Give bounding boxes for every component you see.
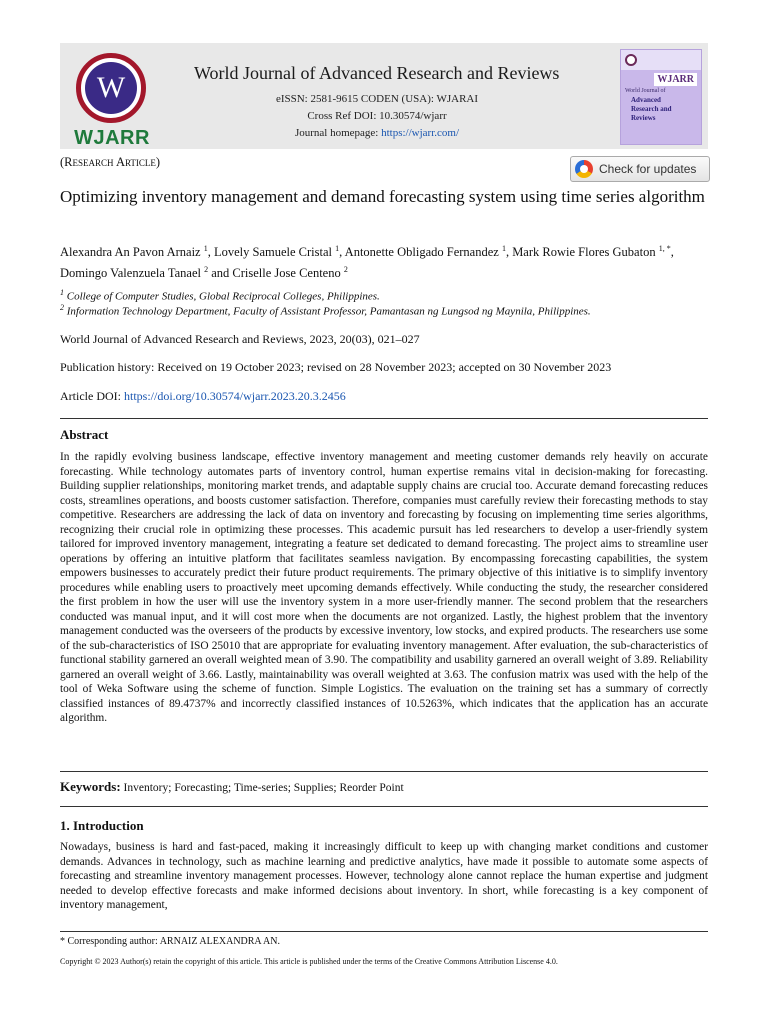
- copyright-notice: Copyright © 2023 Author(s) retain the copyright of this article. This article is published under the terms of the Creative Commons Attribution Liscense 4.0.: [60, 957, 558, 966]
- author-affiliation-mark: 2: [343, 265, 348, 275]
- affiliation-text: Information Technology Department, Faculty of Assistant Professor, Pamantasan ng Lungsod ng Maynila, Philippines.: [64, 305, 591, 318]
- abstract-text: In the rapidly evolving business landscape, effective inventory management and meeting customer demands rely heavily on accurate forecasting. While technology automates parts of inventory control, human expertise remains vital in decision-making for forecasting. Building supplier relationships, monitoring market trends, and adaptable supply chains are crucial too. Accurate demand forecasting reduces costs, streamlines operations, and boosts customer satisfaction. Therefore, companies must carefully review their forecasting methods to stay competitive. Researchers are addressing the lack of data on inventory and forecasting by focusing on implementing time series algorithms, recognizing their crucial role in optimizing these processes. This academic pursuit has led researchers to develop a user-friendly system tailored for improved inventory management, integrating a feature set dedicated to demand forecasting. The project aims to streamline user operations by offering an intuitive platform that facilitates seamless navigation. By encompassing forecasting capabilities, the system empowers businesses to accurately predict their future product requirements. The primary objective of this initiative is to simplify inventory procedures while enabling users to proactively meet upcoming demands effectively. While conducting the study, the researcher considered the first problem in how the user will use the inventory system in a more user-friendly manner. The second problem that the researchers conducted was manual input, and it will cost more when the documents are not organized. Lastly, the highest problem that the inventory management conducted was the overseers of the products by excessive inventory, low stocks, and expired products. The researchers use some of the sub-characteristics of ISO 25010 that are appropriate for evaluating inventory management. After evaluation, the sub-characteristics of functional stability garnered an overall weighted mean of 3.90. The compatibility and usability garnered an overall weight of 3.89. Reliability garnered an overall weight of 3.66. Lastly, maintainability was overall weighted at 3.63. The confusion matrix was used with the help of the tool of Weka Software using the scheme of function. Simple Logistics. The evaluation on the training set has a summary of correctly classified instances of 89.4737% and incorrectly classified instances of 10.5263%, which indicates that the application has an accurate algorithm.: [60, 451, 708, 724]
- logo-text: WJARR: [74, 127, 150, 149]
- cover-brand: WJARR: [654, 73, 697, 86]
- affiliation-mark: 2: [60, 303, 64, 312]
- abstract-heading: Abstract: [60, 427, 109, 442]
- author-list: [60, 240, 720, 282]
- citation-line: World Journal of Advanced Research and Reviews, 2023, 20(03), 021–027: [60, 332, 420, 346]
- cover-name-line: Advanced: [631, 96, 661, 104]
- author-affiliation-mark: 1: [203, 244, 208, 253]
- affiliation-2: [60, 303, 720, 318]
- author-affiliation-mark: 2: [204, 265, 209, 275]
- article-doi: [60, 389, 720, 404]
- homepage-label: Journal homepage:: [294, 127, 382, 139]
- cover-logo-icon: [625, 54, 637, 66]
- divider: [60, 771, 708, 772]
- keywords-label: Keywords:: [60, 779, 121, 794]
- introduction-heading: 1. Introduction: [60, 818, 144, 833]
- journal-title: World Journal of Advanced Research and Reviews: [194, 63, 560, 83]
- introduction-text: Nowadays, business is hard and fast-paced, making it increasingly difficult to keep up with changing market conditions and customer demands. Advances in technology, such as machine learning and predictive analytics, have made it possible to automate some aspects of forecasting and streamline inventory management processes. However, technology alone cannot replace the human expertise and judgment needed to develop effective forecasts and make informed decisions about inventory. In short, while forecasting is a key component of inventory management,: [60, 841, 708, 911]
- affiliation-text: College of Computer Studies, Global Reciprocal Colleges, Philippines.: [64, 290, 380, 303]
- author-affiliation-mark: 1: [501, 244, 506, 253]
- crossref-doi-line: Cross Ref DOI: 10.30574/wjarr: [307, 110, 447, 122]
- check-for-updates-label: Check for updates: [599, 162, 697, 176]
- affiliation-1: [60, 288, 720, 303]
- author-name: , Domingo Valenzuela Tanael: [60, 245, 674, 281]
- article-type: (Research Article): [60, 155, 161, 169]
- cover-name-line: Reviews: [631, 114, 656, 122]
- author-name: , Mark Rowie Flores Gubaton: [505, 245, 656, 260]
- homepage-line: [60, 127, 708, 139]
- corresponding-author-footnote: * Corresponding author: ARNAIZ ALEXANDRA AN.: [60, 936, 280, 947]
- issn-line: eISSN: 2581-9615 CODEN (USA): WJARAI: [275, 93, 479, 105]
- author-affiliation-mark: 1: [335, 244, 340, 253]
- journal-header: [60, 43, 708, 149]
- divider: [60, 418, 708, 419]
- footnote-divider: [60, 931, 708, 932]
- author-name: , Antonette Obligado Fernandez: [339, 245, 499, 260]
- journal-cover-thumbnail: [620, 49, 702, 145]
- cover-subtitle: World Journal of: [625, 88, 666, 94]
- cover-top-band: [621, 50, 701, 70]
- author-name: Alexandra An Pavon Arnaiz: [60, 245, 201, 260]
- divider: [60, 806, 708, 807]
- logo-letter: W: [85, 62, 137, 114]
- author-affiliation-mark: 1, *: [658, 244, 671, 253]
- affiliation-mark: 1: [60, 288, 64, 297]
- paper-title: Optimizing inventory management and demand forecasting system using time series algorithm: [60, 187, 705, 206]
- doi-label: Article DOI:: [60, 389, 124, 403]
- author-name: , Lovely Samuele Cristal: [207, 245, 332, 260]
- keywords: [60, 779, 708, 795]
- check-for-updates-button[interactable]: [570, 156, 710, 182]
- keywords-text: Inventory; Forecasting; Time-series; Supplies; Reorder Point: [120, 782, 404, 794]
- publication-history: Publication history: Received on 19 October 2023; revised on 28 November 2023; accepted on 30 November 2023: [60, 360, 612, 374]
- doi-link[interactable]: https://doi.org/10.30574/wjarr.2023.20.3.2456: [123, 389, 346, 403]
- author-name: and Criselle Jose Centeno: [208, 266, 341, 281]
- cover-name-line: Research and: [631, 105, 672, 113]
- homepage-link[interactable]: https://wjarr.com/: [381, 127, 460, 139]
- cover-journal-name: [631, 96, 672, 123]
- crossmark-icon: [575, 160, 593, 178]
